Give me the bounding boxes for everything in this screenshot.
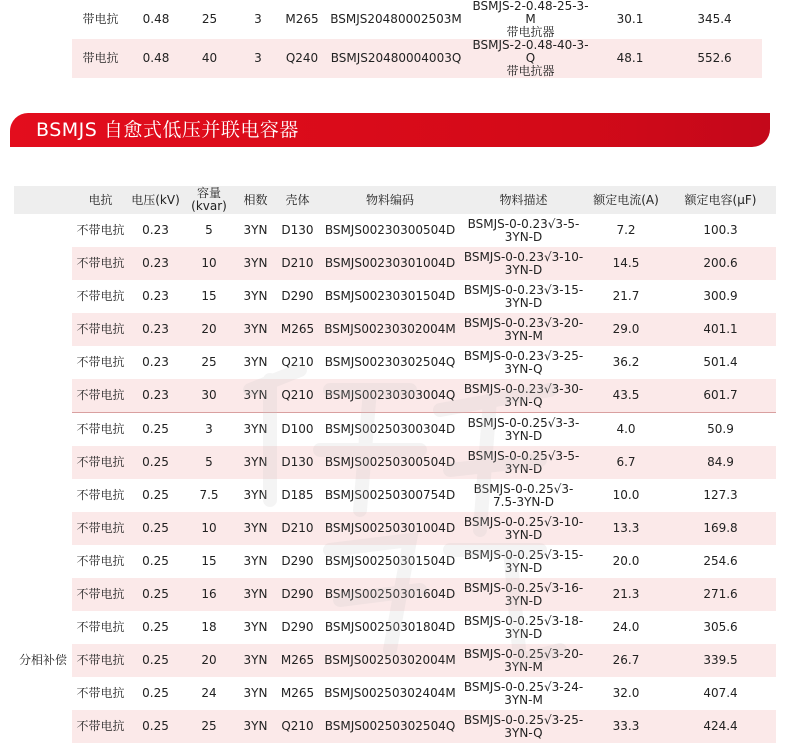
- phases-cell: 3YN: [243, 686, 268, 700]
- material-desc-cell: [460, 644, 587, 677]
- desc-line-1: BSMJS-0-0.23√3-15-: [463, 282, 584, 297]
- table-row: [14, 611, 776, 644]
- table-row: [14, 677, 776, 710]
- material-desc-cell: [468, 0, 593, 39]
- material-desc-cell: [460, 578, 587, 611]
- desc-line-1: BSMJS-0-0.23√3-30-: [463, 381, 584, 396]
- desc-line-1: BSMJS-0-0.25√3-16-: [463, 580, 584, 595]
- rated-current-cell: 10.0: [612, 488, 640, 502]
- reactor-cell: 不带电抗: [72, 379, 129, 413]
- voltage-cell: 0.23: [142, 223, 169, 237]
- material-code-cell: BSMJS00250302004M: [320, 644, 460, 677]
- desc-line-1: BSMJS-0-0.25√3-5-: [467, 448, 580, 463]
- group-cell: [14, 710, 72, 743]
- material-desc-cell: [468, 39, 593, 78]
- capacity-cell: 10: [182, 512, 236, 545]
- rated-capacitance-cell: 345.4: [697, 12, 732, 26]
- table-row: [14, 413, 776, 447]
- desc-line-2: 3YN-M: [504, 692, 543, 707]
- material-code-cell: BSMJS00250300504D: [320, 446, 460, 479]
- phases-cell: 3YN: [243, 620, 268, 634]
- rated-capacitance-cell: 200.6: [665, 247, 776, 280]
- voltage-cell: 0.23: [129, 247, 182, 280]
- material-desc-cell: [460, 446, 587, 479]
- material-desc-cell: [460, 413, 587, 447]
- rated-capacitance-cell: 169.8: [665, 512, 776, 545]
- header-capacity: 容量(kvar): [182, 186, 236, 214]
- header-blank-cell: [14, 186, 72, 214]
- group-cell: [14, 611, 72, 644]
- phases-cell: 3YN: [243, 488, 268, 502]
- capacity-cell: 3: [182, 413, 236, 447]
- phases-cell: 3YN: [236, 379, 275, 413]
- voltage-cell: 0.25: [129, 413, 182, 447]
- phases-cell: 3YN: [236, 313, 275, 346]
- desc-line-2: 3YN-D: [504, 560, 543, 575]
- capacity-cell: 7.5: [199, 488, 219, 502]
- material-code-cell: BSMJS20480004003Q: [324, 39, 468, 78]
- phases-cell: 3YN: [236, 247, 275, 280]
- rated-capacitance-cell: 407.4: [703, 686, 738, 700]
- desc-line-1: BSMJS-0-0.25√3-25-: [463, 712, 584, 727]
- desc-line-2: 3YN-D: [504, 428, 543, 443]
- reactor-cell: 带电抗: [82, 12, 119, 26]
- material-desc-cell: [460, 512, 587, 545]
- shell-cell: Q210: [281, 355, 314, 369]
- rated-capacitance-cell: 552.6: [667, 39, 762, 78]
- reactor-cell: 不带电抗: [72, 446, 129, 479]
- group-cell: [14, 247, 72, 280]
- header-rated-current: 额定电流(A): [587, 186, 665, 214]
- section-title: BSMJS 自愈式低压并联电容器: [36, 119, 299, 141]
- desc-line-1: BSMJS-0-0.23√3-20-: [463, 315, 584, 330]
- table-row: [14, 479, 776, 512]
- rated-capacitance-cell: 84.9: [665, 446, 776, 479]
- table-row: [14, 346, 776, 379]
- header-rated-capacitance: 额定电容(μF): [665, 186, 776, 214]
- desc-line-1: BSMJS-2-0.48-40-3-Q: [472, 38, 589, 65]
- material-desc-cell: [460, 214, 587, 247]
- voltage-cell: 0.25: [142, 554, 169, 568]
- shell-cell: D290: [281, 554, 314, 568]
- group-cell: [14, 313, 72, 346]
- voltage-cell: 0.25: [142, 488, 169, 502]
- material-code-cell: BSMJS00250300754D: [324, 488, 456, 502]
- capacity-cell: 5: [182, 446, 236, 479]
- phases-cell: 3YN: [236, 644, 275, 677]
- section-banner: [10, 113, 770, 147]
- shell-cell: D130: [275, 446, 320, 479]
- reactor-cell: 不带电抗: [72, 313, 129, 346]
- rated-current-cell: 21.7: [612, 289, 640, 303]
- phases-cell: 3YN: [243, 289, 268, 303]
- desc-line-2: 3YN-D: [504, 461, 543, 476]
- rated-capacitance-cell: 127.3: [703, 488, 738, 502]
- desc-line-2: 3YN-D: [504, 262, 543, 277]
- voltage-cell: 0.25: [129, 446, 182, 479]
- rated-current-cell: 20.0: [612, 554, 640, 568]
- voltage-cell: 0.25: [142, 686, 169, 700]
- material-desc-cell: [460, 611, 587, 644]
- rated-current-cell: 26.7: [587, 644, 665, 677]
- group-cell: [14, 512, 72, 545]
- voltage-cell: 0.25: [142, 620, 169, 634]
- phases-cell: 3: [236, 39, 280, 78]
- table-row: [14, 644, 776, 677]
- material-desc-cell: [460, 545, 587, 578]
- rated-capacitance-cell: 300.9: [703, 289, 738, 303]
- rated-current-cell: 29.0: [587, 313, 665, 346]
- shell-cell: D100: [275, 413, 320, 447]
- voltage-cell: 0.25: [129, 644, 182, 677]
- group-cell: [14, 446, 72, 479]
- reactor-cell: 不带电抗: [76, 488, 125, 502]
- desc-line-1: BSMJS-0-0.25√3-24-: [463, 679, 584, 694]
- reactor-cell: 不带电抗: [72, 644, 129, 677]
- rated-current-cell: 48.1: [593, 39, 667, 78]
- rated-capacitance-cell: 501.4: [703, 355, 738, 369]
- table-row: [14, 379, 776, 413]
- capacity-cell: 16: [182, 578, 236, 611]
- material-desc-cell: [460, 247, 587, 280]
- rated-current-cell: 13.3: [587, 512, 665, 545]
- reactor-cell: 不带电抗: [76, 223, 125, 237]
- reactor-cell: 不带电抗: [72, 512, 129, 545]
- rated-capacitance-cell: 601.7: [665, 379, 776, 413]
- desc-line-2: 带电抗器: [506, 64, 555, 78]
- shell-cell: D290: [281, 289, 314, 303]
- voltage-cell: 0.23: [142, 289, 169, 303]
- rated-current-cell: 32.0: [612, 686, 640, 700]
- rated-current-cell: 36.2: [612, 355, 640, 369]
- voltage-cell: 0.23: [142, 355, 169, 369]
- rated-current-cell: 33.3: [587, 710, 665, 743]
- rated-capacitance-cell: 100.3: [703, 223, 738, 237]
- phases-cell: 3: [254, 12, 262, 26]
- group-cell: 分相补偿: [14, 644, 72, 677]
- rated-current-cell: 43.5: [587, 379, 665, 413]
- rated-capacitance-cell: 339.5: [665, 644, 776, 677]
- reactor-cell: 不带电抗: [72, 413, 129, 447]
- group-cell: [14, 346, 72, 379]
- shell-cell: M265: [285, 12, 319, 26]
- table-row: [14, 446, 776, 479]
- phases-cell: 3YN: [236, 710, 275, 743]
- desc-line-1: BSMJS-0-0.23√3-25-: [463, 348, 584, 363]
- rated-capacitance-cell: 305.6: [703, 620, 738, 634]
- rated-current-cell: 24.0: [612, 620, 640, 634]
- desc-line-1: BSMJS-0-0.25√3-10-: [463, 514, 584, 529]
- shell-cell: D130: [281, 223, 314, 237]
- material-code-cell: BSMJS00250302404M: [324, 686, 456, 700]
- shell-cell: Q240: [280, 39, 324, 78]
- capacity-cell: 40: [183, 39, 236, 78]
- rated-capacitance-cell: 401.1: [665, 313, 776, 346]
- shell-cell: M265: [275, 313, 320, 346]
- phases-cell: 3YN: [236, 413, 275, 447]
- rated-current-cell: 14.5: [587, 247, 665, 280]
- material-code-cell: BSMJS00230300504D: [324, 223, 456, 237]
- reactor-cell: 不带电抗: [76, 355, 125, 369]
- rated-capacitance-cell: 50.9: [665, 413, 776, 447]
- group-cell: [14, 479, 72, 512]
- previous-product-table: [72, 0, 762, 78]
- material-code-cell: BSMJS00230302504Q: [324, 355, 456, 369]
- rated-capacitance-cell: 424.4: [665, 710, 776, 743]
- capacitor-spec-table: [14, 186, 776, 743]
- desc-line-1: BSMJS-0-0.23√3-5-: [467, 216, 580, 231]
- material-code-cell: BSMJS00250301004D: [320, 512, 460, 545]
- table-row: [72, 0, 762, 39]
- material-desc-cell: [460, 379, 587, 413]
- desc-line-1: BSMJS-0-0.25√3-15-: [463, 547, 584, 562]
- reactor-cell: 不带电抗: [72, 710, 129, 743]
- header-phases: 相数: [236, 186, 275, 214]
- material-code-cell: BSMJS00250302504Q: [320, 710, 460, 743]
- desc-line-2: 3YN-Q: [504, 725, 543, 740]
- table-row: [72, 39, 762, 78]
- header-material-desc: 物料描述: [460, 186, 587, 214]
- shell-cell: D290: [281, 620, 314, 634]
- shell-cell: D290: [275, 578, 320, 611]
- capacity-cell: 24: [201, 686, 217, 700]
- capacity-cell: 25: [182, 710, 236, 743]
- desc-line-1: BSMJS-0-0.23√3-10-: [463, 249, 584, 264]
- phases-cell: 3YN: [236, 578, 275, 611]
- capacity-cell: 5: [205, 223, 213, 237]
- voltage-cell: 0.25: [129, 578, 182, 611]
- reactor-cell: 不带电抗: [76, 289, 125, 303]
- group-cell: [14, 379, 72, 413]
- shell-cell: D185: [281, 488, 314, 502]
- desc-line-2: 3YN-Q: [504, 361, 543, 376]
- group-cell: [14, 677, 72, 710]
- desc-line-1: BSMJS-0-0.25√3-20-: [463, 646, 584, 661]
- desc-line-2: 3YN-D: [504, 593, 543, 608]
- material-desc-cell: [460, 710, 587, 743]
- voltage-cell: 0.25: [129, 710, 182, 743]
- desc-line-2: 3YN-M: [504, 328, 543, 343]
- group-cell: [14, 578, 72, 611]
- desc-line-2: 3YN-Q: [504, 394, 543, 409]
- material-code-cell: BSMJS00230303004Q: [320, 379, 460, 413]
- material-code-cell: BSMJS00230302004M: [320, 313, 460, 346]
- group-cell: [14, 280, 72, 313]
- desc-line-2: 3YN-M: [504, 659, 543, 674]
- shell-cell: D210: [275, 247, 320, 280]
- capacity-cell: 30: [182, 379, 236, 413]
- desc-line-2: 3YN-D: [504, 295, 543, 310]
- table-row: [14, 247, 776, 280]
- table-row: [14, 280, 776, 313]
- material-desc-cell: [460, 677, 587, 710]
- rated-capacitance-cell: 271.6: [665, 578, 776, 611]
- phases-cell: 3YN: [243, 355, 268, 369]
- rated-current-cell: 21.3: [587, 578, 665, 611]
- material-code-cell: BSMJS00250301804D: [324, 620, 456, 634]
- shell-cell: D210: [275, 512, 320, 545]
- capacity-cell: 15: [201, 554, 217, 568]
- reactor-cell: 不带电抗: [76, 554, 125, 568]
- material-code-cell: BSMJS00250301604D: [320, 578, 460, 611]
- header-voltage: 电压(kV): [129, 186, 182, 214]
- group-cell: [14, 545, 72, 578]
- material-code-cell: BSMJS00230301504D: [324, 289, 456, 303]
- rated-current-cell: 6.7: [587, 446, 665, 479]
- voltage-cell: 0.23: [129, 313, 182, 346]
- rated-capacitance-cell: 254.6: [703, 554, 738, 568]
- shell-cell: Q210: [275, 379, 320, 413]
- rated-current-cell: 7.2: [616, 223, 636, 237]
- voltage-cell: 0.48: [142, 12, 170, 26]
- rated-current-cell: 30.1: [616, 12, 644, 26]
- capacity-cell: 25: [201, 12, 218, 26]
- reactor-cell: 带电抗: [72, 39, 129, 78]
- rated-current-cell: 4.0: [587, 413, 665, 447]
- desc-line-2: 3YN-D: [504, 626, 543, 641]
- voltage-cell: 0.48: [129, 39, 183, 78]
- material-code-cell: BSMJS00250301504D: [324, 554, 456, 568]
- desc-line-2: 3YN-D: [504, 229, 543, 244]
- material-code-cell: BSMJS00250300304D: [320, 413, 460, 447]
- voltage-cell: 0.23: [129, 379, 182, 413]
- capacity-cell: 10: [182, 247, 236, 280]
- phases-cell: 3YN: [236, 446, 275, 479]
- material-desc-cell: [460, 479, 587, 512]
- phases-cell: 3YN: [243, 223, 268, 237]
- desc-line-1: BSMJS-0-0.25√3-: [473, 481, 574, 496]
- group-cell: [14, 413, 72, 447]
- reactor-cell: 不带电抗: [72, 247, 129, 280]
- desc-line-2: 7.5-3YN-D: [493, 494, 554, 509]
- table-row: [14, 710, 776, 743]
- capacity-cell: 20: [182, 644, 236, 677]
- group-cell: [14, 214, 72, 247]
- shell-cell: M265: [280, 686, 315, 700]
- voltage-cell: 0.25: [129, 512, 182, 545]
- desc-line-1: BSMJS-0-0.25√3-18-: [463, 613, 584, 628]
- material-desc-cell: [460, 313, 587, 346]
- shell-cell: M265: [275, 644, 320, 677]
- desc-line-2: 3YN-D: [504, 527, 543, 542]
- material-desc-cell: [460, 346, 587, 379]
- reactor-cell: 不带电抗: [72, 578, 129, 611]
- table-header-row: [14, 186, 776, 214]
- table-row: [14, 578, 776, 611]
- table-row: [14, 545, 776, 578]
- desc-line-1: BSMJS-2-0.48-25-3-M: [472, 0, 589, 26]
- table-row: [14, 512, 776, 545]
- material-desc-cell: [460, 280, 587, 313]
- header-material-code: 物料编码: [320, 186, 460, 214]
- phases-cell: 3YN: [243, 554, 268, 568]
- capacity-cell: 18: [201, 620, 217, 634]
- reactor-cell: 不带电抗: [76, 620, 125, 634]
- header-shell: 壳体: [275, 186, 320, 214]
- reactor-cell: 不带电抗: [76, 686, 125, 700]
- table-row: [14, 313, 776, 346]
- capacity-cell: 15: [201, 289, 217, 303]
- capacity-cell: 25: [201, 355, 217, 369]
- desc-line-1: BSMJS-0-0.25√3-3-: [467, 415, 580, 430]
- shell-cell: Q210: [275, 710, 320, 743]
- desc-line-2: 带电抗器: [506, 25, 555, 39]
- table-row: [14, 214, 776, 247]
- material-code-cell: BSMJS20480002503M: [330, 12, 462, 26]
- header-reactor: 电抗: [72, 186, 129, 214]
- capacity-cell: 20: [182, 313, 236, 346]
- material-code-cell: BSMJS00230301004D: [320, 247, 460, 280]
- phases-cell: 3YN: [236, 512, 275, 545]
